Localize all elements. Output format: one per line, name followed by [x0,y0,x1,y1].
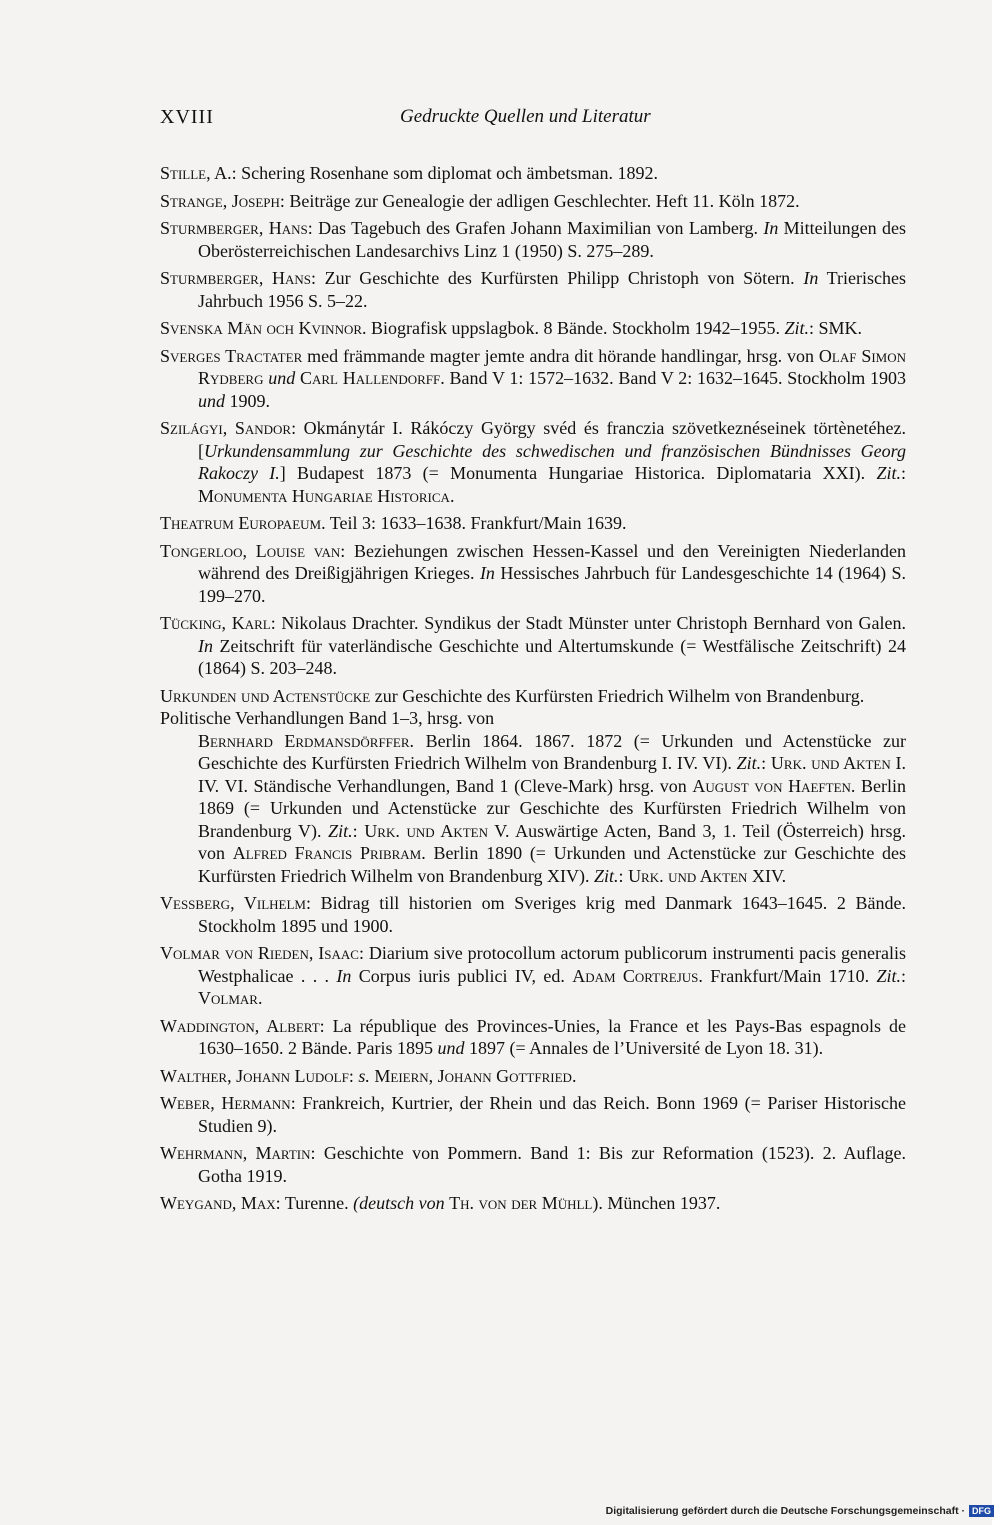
entry-text: : Turenne. [275,1193,354,1213]
entry-name: Sturmberger, Hans [160,268,312,288]
entry-name: Sturmberger, Hans [160,218,308,238]
entry-text: V. Auswärtige Acten, Band 3, 1. Teil (Österreich) hrsg. von [198,820,906,863]
entry-name: Urk. und Akten [770,753,891,773]
entry-name: Szilágyi, Sandor [160,418,292,438]
entry-continuation: Politische Verhandlungen Band 1–3, hrsg. von [160,708,495,728]
entry-italic: (deutsch von [353,1193,445,1213]
entry-name: Volmar von Rieden, Isaac [160,943,359,963]
entry-text: : Beziehungen zwischen Hessen-Kassel und den Vereinigten Niederlanden während des Dreißigjährigen Krieges. [198,540,906,583]
bibliography-entry [160,942,906,1010]
digitization-credit [606,1505,994,1517]
entry-text: . Teil 3: 1633–1638. Frankfurt/Main 1639. [321,513,627,533]
entry-text: . [449,485,455,506]
entry-name: Monumenta Hungariae Historica [198,485,450,506]
entry-name: Vessberg, Vilhelm [160,893,306,913]
bibliography-entry [160,190,906,213]
entry-text: . Biografisk uppslagbok. 8 Bände. Stockholm 1942–1955. [362,318,785,338]
entry-text: : [900,965,906,986]
bibliography-entry [160,1142,906,1187]
entry-italic: und [268,368,296,388]
credit-text: Digitalisierung gefördert durch die Deutsche Forschungsgemeinschaft · [605,1505,965,1517]
entry-name: Waddington, Albert [160,1015,320,1036]
entry-italic: In [763,218,779,238]
page-number: XVIII [160,106,214,128]
entry-italic: Zit. [876,965,901,986]
entry-text: : [348,1065,359,1086]
entry-name: Weber, Hermann [160,1093,291,1113]
entry-italic: Urkundensammlung zur Geschichte des schwedischen und französischen Bündnisses Georg Rakoczy I. [198,440,906,483]
entry-text: : [352,820,365,841]
entry-text: : Schering Rosenhane som diplomat och ämbetsman. 1892. [231,163,659,183]
entry-text: . Berlin 1890 (= Urkunden und Actenstücke zur Geschichte des Kurfürsten Friedrich Wilhelm von Brandenburg XIV). [198,843,907,886]
entry-text: I. IV. VI. Ständische Verhandlungen, Band 1 (Cleve-Mark) hrsg. von [198,753,906,796]
entry-text: Trierisches Jahrbuch 1956 S. 5–22. [198,268,906,311]
entry-text: . [571,1065,577,1086]
entry-italic: Zit. [328,820,353,841]
entry-text: : Beiträge zur Genealogie der adligen Geschlechter. Heft 11. Köln 1872. [279,190,800,211]
entry-text: Hessisches Jahrbuch für Landesgeschichte 14 (1964) S. 199–270. [198,563,906,606]
entry-italic: und [198,390,225,411]
entry-text: . Band V 1: 1572–1632. Band V 2: 1632–1645. Stockholm 1903 [440,368,907,388]
bibliography-entry [160,892,906,937]
entry-text: zur Geschichte des Kurfürsten Friedrich Wilhelm von Brandenburg. [370,685,865,706]
entry-name: Alfred Francis Pribram [232,843,422,863]
entry-text: Zeitschrift für vaterländische Geschichte und Altertumskunde (= Westfälische Zeitschrift) 24 (1864) S. 203–248. [198,635,906,678]
entry-text: ] Budapest 1873 (= Monumenta Hungariae Historica. Diplomataria XXI). [279,463,877,483]
entry-name: Urk. und Akten [364,820,488,841]
entry-text: : Das Tagebuch des Grafen Johann Maximilian von Lamberg. [307,218,764,238]
entry-name: Svenska Män och Kvinnor [160,318,363,338]
entry-italic: und [437,1038,465,1058]
bibliography-entry [160,1092,906,1137]
entry-italic: Zit. [594,865,619,886]
bibliography-entry [160,317,906,340]
entry-name: Bernhard Erdmansdörffer [198,730,410,751]
bibliography-entry [160,1065,906,1088]
entry-italic: In [336,965,352,986]
entry-text: . [257,988,263,1008]
entry-italic: Zit. [784,318,810,338]
entry-text: Mitteilungen des Oberösterreichischen Landesarchivs Linz 1 (1950) S. 275–289. [198,218,907,261]
entry-text: . Frankfurt/Main 1710. [698,965,877,986]
entry-text: : Geschichte von Pommern. Band 1: Bis zur Reformation (1523). 2. Auflage. Gotha 1919. [198,1143,906,1186]
entry-name: Th. von der Mühll [449,1193,593,1213]
bibliography-entry [160,685,906,888]
entry-name: Tücking, Karl [160,613,271,633]
entry-italic: In [479,563,495,583]
entry-text: . Berlin 1869 (= Urkunden und Actenstücke zur Geschichte des Kurfürsten Friedrich Wilhelm von Brandenburg V). [198,775,907,841]
entry-text: : [900,463,906,483]
bibliography-entry [160,162,906,185]
entry-italic: In [803,268,819,288]
entry-name: Wehrmann, Martin [160,1143,311,1163]
entry-italic: In [198,635,213,656]
dfg-logo: DFG [969,1505,994,1517]
entry-text: : Zur Geschichte des Kurfürsten Philipp Christoph von Sötern. [311,268,804,288]
bibliography-entry [160,417,906,507]
entry-name: August von Haeften [692,775,851,796]
bibliography-entry [160,217,906,262]
entry-name: Volmar [198,988,258,1008]
entry-name: Urk. und Akten [628,865,748,886]
entry-name: Sverges Tractater [160,345,303,366]
entry-text: : Bidrag till historien om Sveriges krig med Danmark 1643–1645. 2 Bände. Stockholm 1895 und 1900. [198,893,907,936]
entry-text: : Nikolaus Drachter. Syndikus der Stadt Münster unter Christoph Bernhard von Galen. [270,613,906,633]
entry-text: : Frankreich, Kurtrier, der Rhein und das Reich. Bonn 1969 (= Pariser Historische Studien 9). [198,1093,906,1136]
entry-text: med främmande magter jemte andra dit hörande handlingar, hrsg. von [302,345,819,366]
entry-name: Strange, Joseph [160,190,280,211]
entry-name: Carl Hallendorff [299,368,441,388]
bibliography-entry [160,267,906,312]
entry-text: XIV. [747,865,787,886]
entry-text: 1909. [225,390,270,411]
page-margin-strip [992,0,1000,1525]
bibliography-entry [160,345,906,413]
entry-text: ). München 1937. [592,1193,721,1213]
entry-name: Urkunden und Actenstücke [160,685,371,706]
bibliography-list [160,162,906,1220]
entry-name: Adam Cortrejus [572,965,699,986]
entry-text: Corpus iuris publici IV, ed. [351,965,573,986]
bibliography-entry [160,612,906,680]
entry-text: : SMK. [809,318,863,338]
entry-name: Stille, A. [160,163,232,183]
entry-name: Walther, Johann Ludolf [160,1065,349,1086]
bibliography-entry [160,1015,906,1060]
entry-name: Weygand, Max [160,1193,276,1213]
entry-text: : [618,865,629,886]
entry-italic: Zit. [876,463,901,483]
entry-name: Theatrum Europaeum [160,513,322,533]
entry-text: : Okmánytár I. Rákóczy György svéd és franczia szövetkeznéseinek törtènetéhez. [ [198,418,906,461]
entry-text: : Diarium sive protocollum actorum publicorum instrumenti pacis generalis Westphalicae . . . [198,943,906,986]
bibliography-entry [160,512,906,535]
entry-text: : La république des Provinces-Unies, la France et les Pays-Bas espagnols de 1630–1650. 2 Bände. Paris 1895 [198,1015,906,1058]
entry-name: Olaf Simon Rydberg [198,345,907,388]
entry-name: Tongerloo, Louise van [160,540,341,561]
entry-italic: s. [358,1065,370,1086]
entry-text: 1897 (= Annales de l’Université de Lyon 18. 31). [464,1038,824,1058]
bibliography-entry [160,1192,906,1215]
running-title: Gedruckte Quellen und Literatur [400,106,651,127]
bibliography-entry [160,540,906,608]
entry-text: . Berlin 1864. 1867. 1872 (= Urkunden und Actenstücke zur Geschichte des Kurfürsten Friedrich Wilhelm von Brandenburg I. IV. VI). [198,730,906,773]
entry-italic: Zit. [736,753,762,773]
entry-name: Meiern, Johann Gottfried [374,1065,572,1086]
entry-text: : [761,753,771,773]
